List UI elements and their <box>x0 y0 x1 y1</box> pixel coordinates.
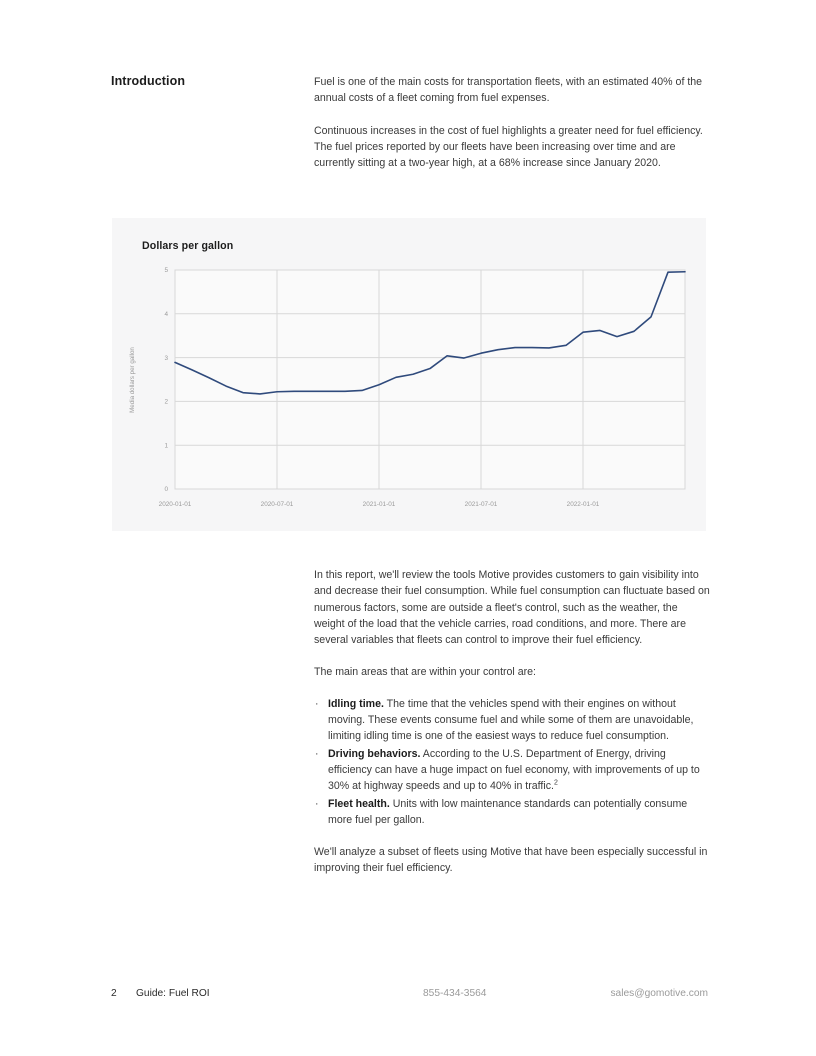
footer-doc-title: Guide: Fuel ROI <box>136 988 210 999</box>
y-tick-label: 3 <box>164 354 168 362</box>
bullet-text: The time that the vehicles spend with their engines on without moving. These events consume fuel and while some of them are unavoidable, limiting idling time is one of the easiest ways to reduce fuel consumption. <box>328 697 694 743</box>
chart-y-axis-label: Media dollars per gallon <box>129 347 136 413</box>
chart-panel <box>112 218 706 531</box>
report-body <box>314 567 710 893</box>
footer-email[interactable]: sales@gomotive.com <box>610 988 708 999</box>
section-heading-introduction: Introduction <box>111 74 186 88</box>
y-tick-label: 2 <box>164 398 168 406</box>
lead-in-text: The main areas that are within your control are: <box>314 666 536 679</box>
closing-paragraph: We'll analyze a subset of fleets using Motive that have been especially successful in improving their fuel efficiency. <box>314 846 708 875</box>
bullet-dot-icon: · <box>315 797 319 810</box>
chart-x-tick-labels <box>159 501 600 508</box>
y-tick-label: 1 <box>164 442 168 450</box>
footer-page-number: 2 <box>111 988 117 999</box>
list-item <box>314 696 710 745</box>
x-tick-label: 2020-01-01 <box>158 501 192 508</box>
bullet-term: Idling time. <box>328 697 384 710</box>
report-paragraph: In this report, we'll review the tools Motive provides customers to gain visibility into and decrease their fuel consumption. While fuel consumption can fluctuate based on numerous factors, some are outside a fleet's control, such as the weather, the weight of the load that the vehicle carries, road conditions, and more. There are several variables that fleets can control to improve their fuel efficiency. <box>314 569 710 647</box>
x-tick-label: 2021-07-01 <box>464 501 498 508</box>
plot-area <box>175 270 685 489</box>
introduction-body <box>314 74 710 171</box>
fuel-price-line-chart <box>112 218 706 531</box>
intro-paragraph-2: Continuous increases in the cost of fuel highlights a greater need for fuel efficiency. The fuel prices reported by our fleets have been increasing over time and are currently sitting at a two-year high, at a 68% increase since January 2020. <box>314 124 703 170</box>
intro-paragraph-1: Fuel is one of the main costs for transportation fleets, with an estimated 40% of the annual costs of a fleet coming from fuel expenses. <box>314 76 703 105</box>
y-tick-label: 0 <box>164 486 168 494</box>
bullet-text: Units with low maintenance standards can potentially consume more fuel per gallon. <box>328 797 688 826</box>
bullet-dot-icon: · <box>315 747 319 760</box>
bullet-term: Driving behaviors. <box>328 747 421 760</box>
chart-y-tick-labels <box>164 267 168 493</box>
list-item <box>314 796 710 829</box>
footer-phone[interactable]: 855-434-3564 <box>423 988 487 999</box>
bullet-text: According to the U.S. Department of Energy, driving efficiency can have a huge impact on fuel economy, with improvements of up to 30% at highway speeds and up to 40% in traffic. <box>328 747 700 793</box>
chart-svg <box>112 218 706 531</box>
x-tick-label: 2022-01-01 <box>566 501 600 508</box>
footnote-marker: 2 <box>553 779 558 787</box>
y-tick-label: 5 <box>164 267 168 275</box>
bullet-term: Fleet health. <box>328 797 390 810</box>
x-tick-label: 2021-01-01 <box>362 501 396 508</box>
chart-title: Dollars per gallon <box>142 240 234 252</box>
y-tick-label: 4 <box>164 311 168 318</box>
x-tick-label: 2020-07-01 <box>260 501 294 508</box>
bullet-dot-icon: · <box>315 697 319 710</box>
list-item <box>314 746 710 795</box>
control-areas-list <box>314 696 710 828</box>
